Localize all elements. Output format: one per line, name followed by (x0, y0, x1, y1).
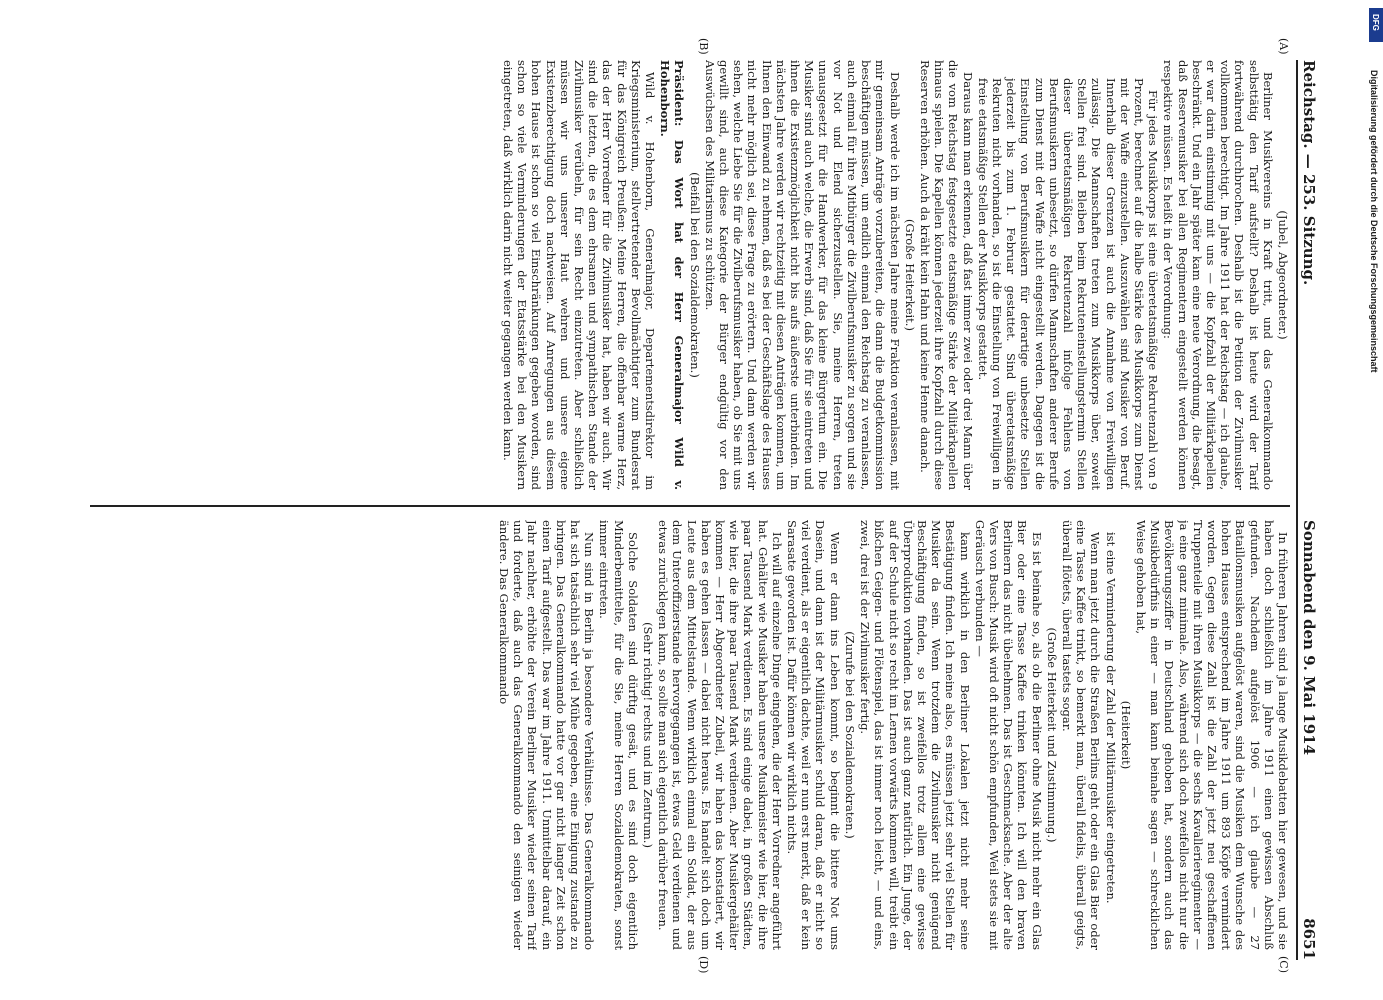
rotated-page-content (50, 38, 1320, 974)
paragraph: kann wirklich in den Berliner Lokalen jetzt nicht mehr seine Bestätigung finden. Ich meine also, es müssen jetzt sehr viel Stellen für Musiker da sein. Wenn trotzdem die Zivilmusiker nicht genügend Beschäftigung finden, so ist zweifellos trotz allem eine gewisse Überproduktion vorhanden. Das ist auch ganz natürlich. Ein Junge, der auf der Schule nicht so recht im Lernen vorwärts kommen will, treibt ein bißchen Geigen- und Flötenspiel, das ist immer noch leicht, — und eins, zwei, drei ist der Zivilmusiker fertig. (858, 520, 972, 950)
paragraph: Es ist beinahe so, als ob die Berliner ohne Musik nicht mehr ein Glas Bier oder eine Tasse Kaffee trinken könnten. Ich will den braven Berlinern das nicht übelnehmen. Das ist Geschmacksache. Aber der alte Vers von Busch: Musik wird oft nicht schön empfunden, Weil stets sie mit Geräusch verbunden — (972, 520, 1044, 950)
stage-direction: (Beifall bei den Sozialdemokraten.) (687, 172, 702, 378)
digitization-note (1365, 10, 1379, 990)
margin-marker-c: (C) (1277, 956, 1290, 973)
left-column (90, 60, 1290, 490)
paragraph: Wenn man jetzt durch die Straßen Berlins geht oder ein Glas Bier oder eine Tasse Kaffee trinkt, so bemerkt man, überall fidelis, überall geigts, überall flötets, überall tastets sogar. (1059, 520, 1103, 950)
margin-marker-d: (D) (697, 956, 710, 974)
stage-direction: (Große Heiterkeit und Zustimmung.) (1044, 627, 1059, 843)
header-left: Reichstag. — 253. Sitzung. (1300, 60, 1318, 286)
margin-marker-b: (B) (697, 38, 710, 55)
paragraph: Deshalb werde ich im nächsten Jahre meine Fraktion veranlassen, mit mir gemeinsam Anträge vorzubereiten, die dann die Budgetkommission beschäftigen müssen, um endlich einmal den Reichstag zu veranlassen, auch einmal für ihre Mitbürger die Zivilberufsmusiker zu sorgen und sie vor Not und Elend sicherzustellen. Sie, meine Herren, treten unausgesetzt für die Handwerker, für das kleine Bürgertum ein. Die Musiker sind auch welche, die Erwerb sind, daß Sie für sie eintreten und ihnen die Existenzmöglichkeit nicht bis aufs äußerste unterbinden. Im nächsten Jahre werden wir rechtzeitig mit diesen Anträgen kommen, um Ihnen den Einwand zu nehmen, daß es bei der Geschäftslage des Hauses nicht mehr möglich sei, diese Frage zu erörtern. Und dann werden wir sehen, welche Liebe Sie für die Zivilberufsmusiker haben, ob Sie mit uns gewillt sind, auch diese Kategorie der Bürger endgültig vor den Auswüchsen des Militarismus zu schützen. (702, 60, 902, 490)
paragraph: ist eine Verminderung der Zahl der Militärmusiker eingetreten. (1103, 532, 1118, 904)
right-column (90, 520, 1290, 950)
stage-direction: (Große Heiterkeit.) (902, 219, 917, 331)
paragraph: Nun sind in Berlin ja besondere Verhältnisse. Das Generalkommando hat sich tatsächlich sehr viel Mühe gegeben, eine Einigung zustande zu bringen. Das Generalkommando hatte vor gar nicht langer Zeit schon einen Tarif aufgestellt. Das war im Jahre 1911. Unmittelbar darauf, ein Jahr nachher, erhöhte der Verein Berliner Musiker wieder seinen Tarif und forderte, daß auch das Generalkommando den seinigen wieder ändere. Das Generalkommando (497, 520, 597, 950)
paragraph: Ich will auf einzelne Dinge eingehen, die der Herr Vorredner angeführt hat. Gehälter wie Musiker haben unsere Musikmeister wie hier, die ihre paar Tausend Mark verdienen. Es sind einige dabei, in großen Städten, wie hier, die ihre paar Tausend Mark verdienen. Aber Musikergehälter kommen — Herr Abgeordneter Zubeil, wir haben das konstatiert, wir haben es gehen lassen — dabei nicht heraus. Es handelt sich doch um Leute aus dem Mittelstande. Wenn wirklich einmal ein Soldat, der aus dem Unteroffizierstande hervorgegangen ist, etwas Geld verdienen und etwas zurücklegen kann, so sollte man sich eigentlich darüber freuen. (656, 520, 784, 950)
dfg-logo (1369, 8, 1383, 42)
stage-direction: (Sehr richtig! rechts und im Zentrum.) (641, 622, 656, 848)
paragraph: Berliner Musikvereins in Kraft tritt, und das Generalkommando selbsttätig den Tarif aufstellt? Deshalb ist heute wird der Tarif fortwährend durchbrochen. Deshalb ist die Petition der Zivilmusiker vollkommen berechtigt. Im Jahre 1911 hat der Reichstag — ich glaube, er war darin einstimmig mit uns — die Kopfzahl der Militärkapellen beschränkt. Und ein Jahr später kam eine neue Verordnung, die besagt, daß Reservemusiker bei allen Regimentern eingestellt werden können respektive müssen. Es heißt in der Verordnung: (1161, 60, 1275, 490)
dfg-logo-text: DFG (1371, 14, 1380, 31)
quotation: Für jedes Musikkorps ist eine überetatsmäßige Rekrutenzahl von 9 Prozent, berechnet auf die halbe Stärke des Musikkorps zum Dienst mit der Waffe einzustellen. Auszuwählen sind Musiker von Beruf. Innerhalb dieser Grenzen ist auch die Annahme von Freiwilligen zulässig. Die Mannschaften treten zum Musikkorps über, soweit Stellen frei sind. Bleiben beim Rekruteneinstellungstermin Stellen dieser überetatsmäßigen Rekrutenzahl infolge Fehlens von Berufsmusikern unbesetzt, so dürfen Mannschaften anderer Berufe zum Dienst mit der Waffe nicht eingestellt werden. Dagegen ist die Einstellung von Berufsmusikern für derartige unbesetzte Stellen jederzeit bis zum 1. Februar gestattet. Sind überetatsmäßige Rekruten nicht vorhanden, so ist die Einstellung von Freiwilligen in freie etatsmäßige Stellen der Musikkorps gestattet. (975, 78, 1161, 490)
paragraph: Daraus kann man erkennen, daß fast immer zwei oder drei Mann über die vom Reichstag festgesetzte etatsmäßige Stärke der Militärkapellen hinaus spielen. Die Kapellen können jederzeit ihre Kopfzahl durch diese Reserven erhöhen. Auch da kräht kein Hahn und keine Henne danach. (917, 60, 975, 490)
stage-direction: (Heiterkeit) (1118, 700, 1133, 770)
paragraph: Wild v. Hohenborn, Generalmajor, Departementsdirektor im Kriegsministerium, stellvertretender Bevollmächtigter zum Bundesrat für das Königreich Preußen: Meine Herren, die offenbar warme Herz, das der Herr Vorredner für die Zivilmusiker hat, haben wir auch. Wir sind die letzten, die es dem ehrsamen und sympathischen Stande der Zivilmusiker verübeln, für sein Recht einzutreten. Aber schließlich müssen wir uns unserer Haut wehren und unsere eigene Existenzberechtigung doch nachweisen. Auf Anregungen aus diesem hohen Hause ist schon so viel Einschränkungen gegeben worden, sind schon so viele Verminderungen der Etatsstärke bei den Musikern eingetreten, daß wirklich darin nicht weiter gegangen werden kann. (501, 60, 658, 490)
header-date: Sonnabend den 9. Mai 1914 (1300, 520, 1318, 756)
paragraph: Solche Soldaten sind dürftig gesät, und es sind doch eigentlich Minderbemittelte, für die Sie, meine Herren Sozialdemokraten, sonst immer eintreten. (597, 520, 640, 950)
column-divider (90, 505, 1290, 507)
running-header (1296, 60, 1320, 960)
page-number: 8651 (1300, 918, 1318, 960)
paragraph: In früheren Jahren sind ja lange Musikdebatten hier gewesen, und sie haben doch schließlich im Jahre 1911 einen gewissen Abschluß gefunden. Nachdem aufgelöst 1906 — ich glaube — 27 Bataillonsmusiken aufgelöst waren, sind die Musiken dem Wunsche des hohen Hauses entsprechend im Jahre 1911 um 893 Köpfe vermindert worden. Gegen diese Zahl ist die Zahl der jetzt neu geschaffenen Truppenteile mit ihren Musikkorps — die sechs Kavallerieregimenter — ja eine ganz minimale. Also, während sich doch zweifellos nicht nur die Bevölkerungsziffer in Deutschland gehoben hat, sondern auch das Musikbedürfnis in einer — man kann beinahe sagen — schrecklichen Weise gehoben hat, (1133, 520, 1290, 950)
digitization-text: Digitalisierung gefördert durch die Deutsche Forschungsgemeinschaft (1369, 70, 1379, 373)
paragraph: Wenn er dann ins Leben kommt, so beginnt die bittere Not ums Dasein, und dann ist der Militärmusiker schuld daran, daß er nicht so viel verdient, als er eigentlich dachte, weil er nun erst merkt, daß er kein Sarasate geworden ist. Dafür können wir wirklich nichts. (785, 520, 842, 950)
paragraph: (Jubel, Abgeordneter.) (1276, 210, 1290, 340)
speaker-line: Präsident: Das Wort hat der Herr Generalmajor Wild v. Hohenborn. (658, 60, 687, 490)
margin-marker-a: (A) (1277, 38, 1290, 55)
stage-direction: (Zurufe bei den Sozialdemokraten.) (842, 631, 857, 839)
